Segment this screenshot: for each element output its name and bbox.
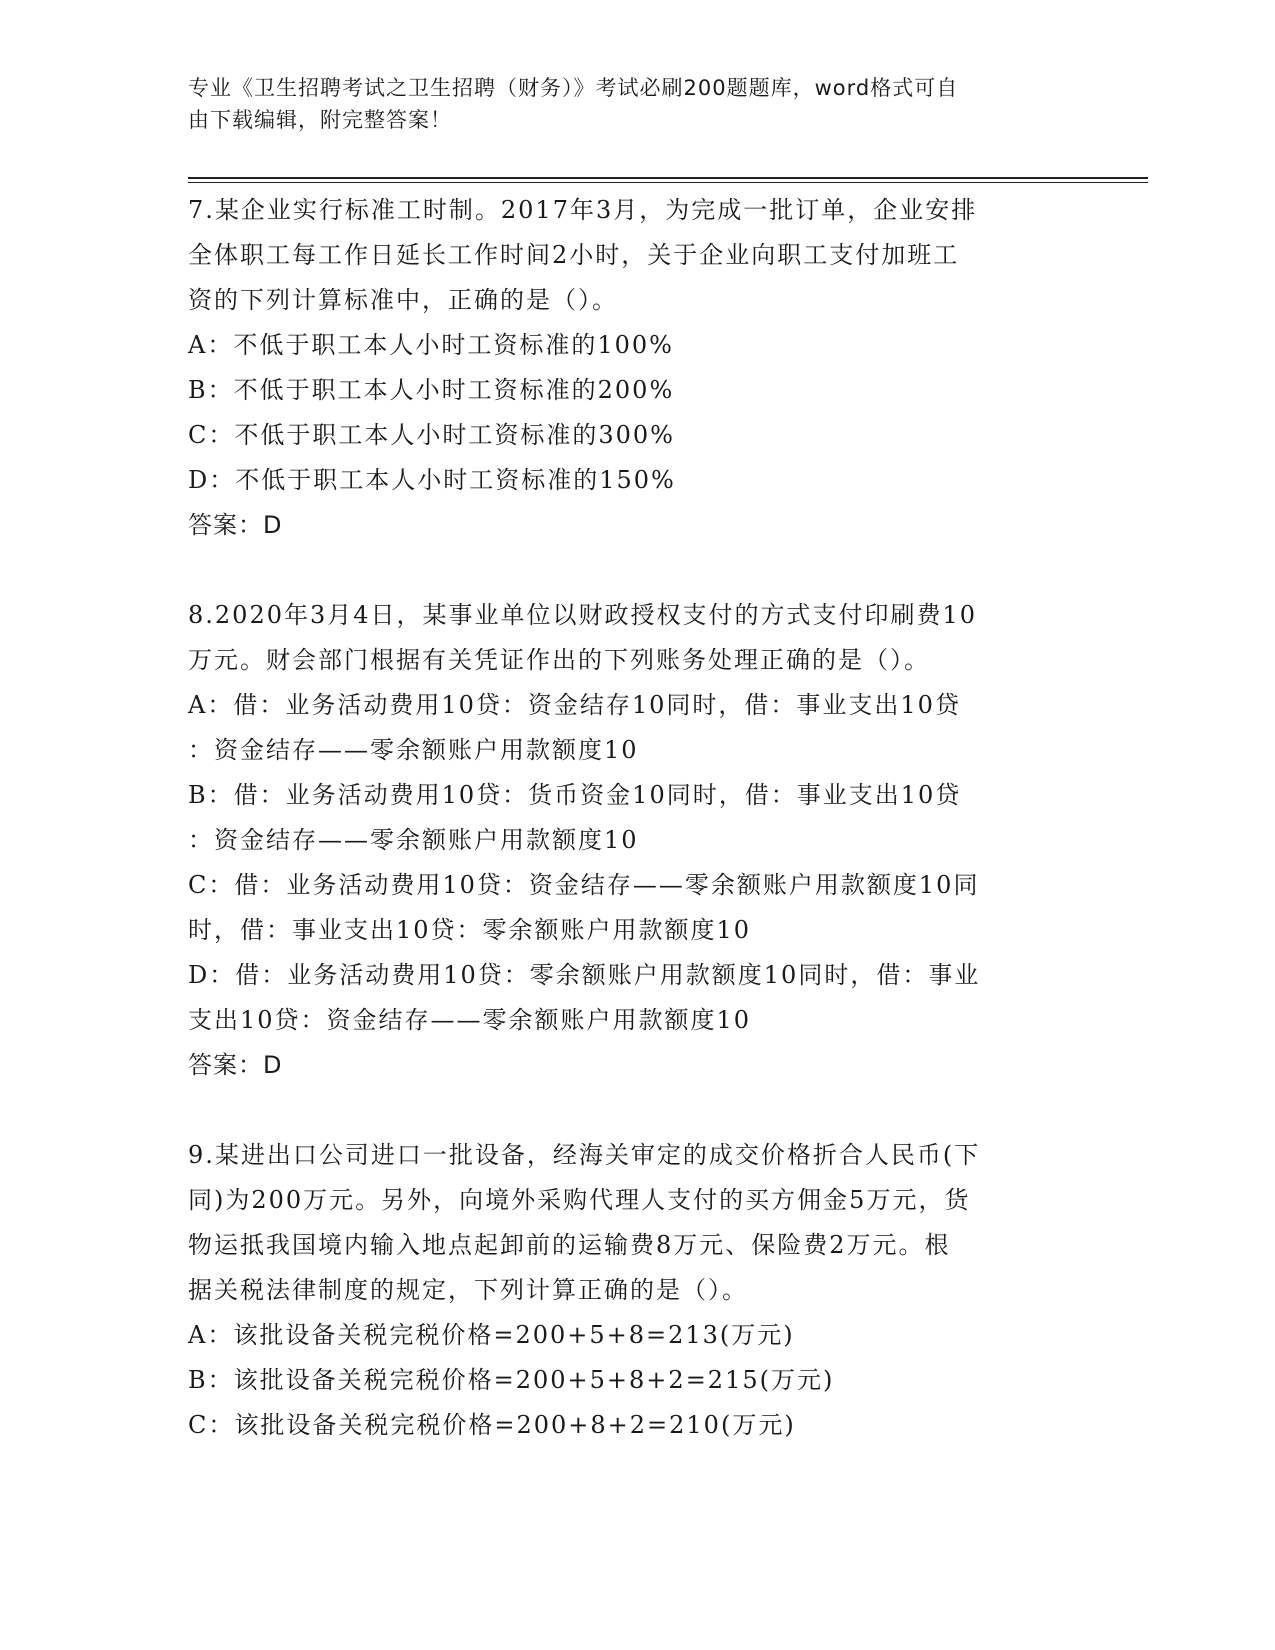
- question-spacer: [188, 1088, 1088, 1133]
- answer-option-line: B：该批设备关税完税价格=200+5+8+2=215(万元): [188, 1366, 835, 1394]
- question-stem-line: 万元。财会部门根据有关凭证作出的下列账务处理正确的是（）。: [188, 646, 930, 674]
- header-title-line-1: 专业《卫生招聘考试之卫生招聘（财务）》考试必刷200题题库，word格式可自: [188, 76, 959, 100]
- answer-option-line: ：资金结存——零余额账户用款额度10: [188, 736, 639, 764]
- header-divider-thick: [188, 177, 1148, 179]
- question-stem-line: 7.某企业实行标准工时制。2017年3月，为完成一批订单，企业安排: [188, 196, 978, 224]
- answer-option-line: D：借：业务活动费用10贷：零余额账户用款额度10同时，借：事业: [188, 961, 981, 989]
- question-block: [188, 188, 1088, 548]
- answer-option-line: A：不低于职工本人小时工资标准的100%: [188, 331, 674, 359]
- answer-option-line: 时，借：事业支出10贷：零余额账户用款额度10: [188, 916, 752, 944]
- question-stem-line: 资的下列计算标准中，正确的是（）。: [188, 286, 618, 314]
- answer-key: 答案：D: [188, 1051, 283, 1079]
- answer-option-line: B：不低于职工本人小时工资标准的200%: [188, 376, 675, 404]
- answer-option-line: 支出10贷：资金结存——零余额账户用款额度10: [188, 1006, 752, 1034]
- answer-option-line: A：借：业务活动费用10贷：资金结存10同时，借：事业支出10贷: [188, 691, 961, 719]
- question-stem-line: 9.某进出口公司进口一批设备，经海关审定的成交价格折合人民币(下: [188, 1141, 981, 1169]
- question-block: [188, 593, 1088, 1088]
- header-divider-thin: [188, 182, 1148, 183]
- question-stem-line: 据关税法律制度的规定，下列计算正确的是（）。: [188, 1276, 748, 1304]
- document-header: [188, 72, 1068, 136]
- answer-key: 答案：D: [188, 511, 283, 539]
- question-stem-line: 全体职工每工作日延长工作时间2小时，关于企业向职工支付加班工: [188, 241, 960, 269]
- question-stem-line: 8.2020年3月4日，某事业单位以财政授权支付的方式支付印刷费10: [188, 601, 978, 629]
- answer-option-line: ：资金结存——零余额账户用款额度10: [188, 826, 639, 854]
- answer-option-line: B：借：业务活动费用10贷：货币资金10同时，借：事业支出10贷: [188, 781, 962, 809]
- answer-option-line: C：借：业务活动费用10贷：资金结存——零余额账户用款额度10同: [188, 871, 980, 899]
- question-list: [188, 188, 1088, 1448]
- question-block: [188, 1133, 1088, 1448]
- question-stem-line: 同)为200万元。另外，向境外采购代理人支付的买方佣金5万元，货: [188, 1186, 971, 1214]
- answer-option-line: A：该批设备关税完税价格=200+5+8=213(万元): [188, 1321, 795, 1349]
- question-stem-line: 物运抵我国境内输入地点起卸前的运输费8万元、保险费2万元。根: [188, 1231, 951, 1259]
- answer-option-line: C：不低于职工本人小时工资标准的300%: [188, 421, 675, 449]
- answer-option-line: D：不低于职工本人小时工资标准的150%: [188, 466, 676, 494]
- question-spacer: [188, 548, 1088, 593]
- header-title-line-2: 由下载编辑，附完整答案！: [188, 108, 452, 132]
- answer-option-line: C：该批设备关税完税价格=200+8+2=210(万元): [188, 1411, 796, 1439]
